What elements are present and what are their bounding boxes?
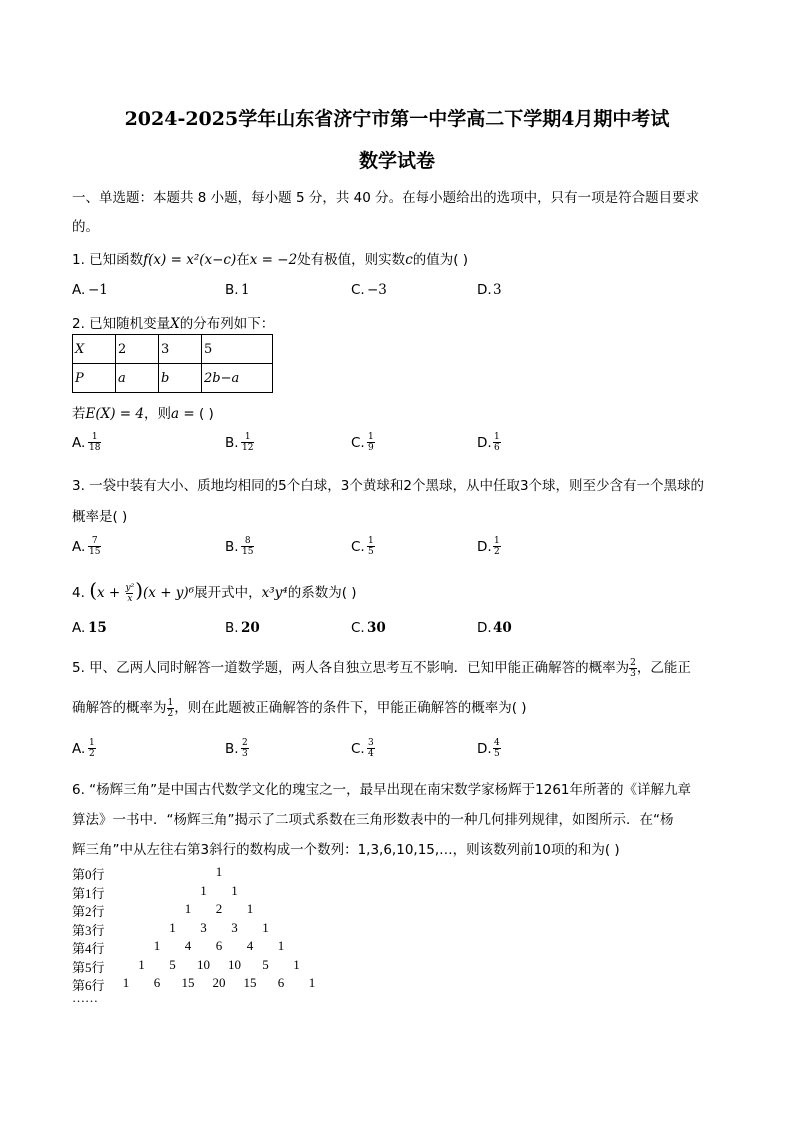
- option-label: C.: [351, 434, 365, 451]
- q1-text-a: 1. 已知函数: [72, 252, 144, 268]
- section-heading-line2: 的。: [72, 219, 99, 235]
- triangle-number: 1: [308, 975, 316, 990]
- option-label: B.: [225, 740, 239, 757]
- question-6-line2: 算法》一书中．“杨辉三角”揭示了二项式系数在三角形数表中的一种几何排列规律，如图所示．在“杨: [72, 812, 674, 828]
- option-label: C.: [351, 538, 365, 555]
- option-fraction: [493, 738, 501, 759]
- table-cell: 5: [202, 335, 273, 364]
- triangle-row-label: 第4行: [72, 941, 105, 956]
- triangle-number: 6: [215, 938, 223, 953]
- q5-fraction-1: [629, 658, 637, 679]
- q4-fraction: [125, 583, 136, 604]
- q4-term: x³y⁴: [261, 585, 288, 601]
- option-value: 30: [367, 620, 386, 636]
- exam-title: 2024-2025学年山东省济宁市第一中学高二下学期4月期中考试: [124, 108, 670, 130]
- q5-text-c: 确解答的概率为: [72, 700, 167, 716]
- triangle-number: 6: [153, 975, 161, 990]
- table-row: [73, 335, 273, 364]
- option-label: B.: [225, 282, 239, 298]
- option-label: A.: [72, 434, 86, 451]
- q5-option-c[interactable]: [351, 738, 375, 759]
- fraction-numerator: 3: [368, 738, 374, 748]
- fraction-numerator: 7: [91, 536, 98, 546]
- q1-c-var: c: [405, 252, 413, 268]
- option-label: C.: [351, 282, 365, 298]
- option-value: 1: [241, 282, 250, 298]
- fraction-denominator: x: [127, 593, 133, 604]
- fraction-numerator: 1: [91, 432, 98, 442]
- exam-subtitle: 数学试卷: [358, 150, 435, 172]
- q5-text-d: ，则在此题被正确解答的条件下，甲能正确解答的概率为( ): [174, 700, 527, 716]
- q4-text-a: 展开式中，: [194, 585, 262, 601]
- option-fraction: [493, 432, 501, 453]
- option-fraction: [241, 738, 249, 759]
- option-label: A.: [72, 740, 86, 757]
- fraction-numerator: 1: [368, 432, 374, 442]
- triangle-number: 1: [122, 975, 130, 990]
- triangle-number: 1: [200, 882, 207, 898]
- question-3-line2: 概率是( ): [72, 509, 128, 525]
- q2-option-d[interactable]: [477, 432, 501, 453]
- question-1-stem: [72, 248, 468, 268]
- fraction-numerator: 1: [167, 697, 174, 708]
- q1-x-value: x = −2: [249, 252, 298, 268]
- fraction-denominator: 5: [494, 749, 500, 759]
- table-cell: b: [159, 364, 202, 393]
- fraction-numerator: 4: [494, 738, 500, 748]
- option-label: D.: [477, 434, 492, 451]
- fraction-denominator: 15: [89, 547, 101, 557]
- option-value: 20: [241, 620, 260, 636]
- fraction-denominator: 9: [368, 443, 374, 453]
- option-label: B.: [225, 434, 239, 451]
- option-value: 3: [493, 282, 502, 298]
- option-label: D.: [477, 740, 492, 757]
- q4-expr-a: x +: [97, 585, 125, 601]
- q2-option-b[interactable]: [225, 432, 254, 453]
- fraction-denominator: 2: [89, 749, 95, 759]
- triangle-number: 4: [184, 938, 192, 953]
- option-label: D.: [477, 282, 492, 298]
- fraction-denominator: 12: [242, 443, 254, 453]
- q2-text-b: 的分布列如下：: [179, 316, 275, 332]
- q1-text-d: 的值为( ): [412, 252, 469, 268]
- option-value: −3: [367, 282, 387, 298]
- triangle-number: 3: [200, 919, 207, 935]
- option-fraction: [367, 432, 375, 453]
- question-2-stem: [72, 312, 274, 332]
- option-label: D.: [477, 538, 492, 555]
- q2-text-a: 2. 已知随机变量: [72, 316, 171, 332]
- question-6-line3: 辉三角”中从左往右第3斜行的数构成一个数列：1,3,6,10,15,…，则该数列前10项的和为( ): [72, 842, 620, 858]
- option-fraction: [241, 536, 254, 557]
- option-value: −1: [88, 282, 108, 298]
- triangle-number: 4: [246, 938, 254, 953]
- q4-option-b[interactable]: [225, 620, 260, 636]
- fraction-denominator: 3: [630, 668, 636, 679]
- q2-cond-expr: E(X) = 4: [85, 406, 144, 422]
- option-label: A.: [72, 282, 86, 298]
- q2-x-var: X: [170, 316, 180, 332]
- triangle-row-label: 第3行: [72, 922, 105, 938]
- fraction-denominator: 5: [368, 547, 374, 557]
- q4-expr-b: (x + y)⁶: [143, 585, 195, 601]
- q4-option-c[interactable]: [351, 620, 386, 636]
- question-3-line1: 3. 一袋中装有大小、质地均相同的5个白球，3个黄球和2个黑球，从中任取3个球，则至少含有一个黑球的: [72, 478, 705, 494]
- q3-option-c[interactable]: [351, 536, 375, 557]
- triangle-number: 5: [262, 956, 269, 972]
- triangle-number: 1: [153, 938, 161, 953]
- q1-option-d[interactable]: [477, 282, 502, 298]
- option-fraction: [88, 738, 96, 759]
- triangle-row-label: 第6行: [72, 978, 105, 993]
- distribution-table: [72, 334, 273, 393]
- fraction-numerator: 1: [494, 432, 500, 442]
- option-label: B.: [225, 538, 239, 555]
- triangle-number: 15: [243, 975, 257, 990]
- fraction-numerator: 1: [368, 536, 374, 546]
- q2-option-a[interactable]: [72, 432, 101, 453]
- q3-option-b[interactable]: [225, 536, 254, 557]
- q1-text-b: 在: [236, 252, 250, 268]
- q1-text-c: 处有极值，则实数: [297, 252, 406, 268]
- fraction-denominator: 2: [167, 708, 174, 719]
- q1-function: f(x) = x²(x−c): [143, 252, 237, 268]
- option-value: 15: [88, 620, 107, 636]
- triangle-number: 1: [215, 864, 223, 879]
- triangle-number: 5: [169, 956, 176, 972]
- question-2-condition: [72, 402, 214, 422]
- option-fraction: [367, 536, 375, 557]
- table-cell: P: [73, 364, 116, 393]
- fraction-denominator: 3: [242, 749, 248, 759]
- fraction-denominator: 2: [494, 547, 500, 557]
- q2-cond-text-a: 若: [72, 406, 86, 422]
- q3-option-a[interactable]: [72, 536, 101, 557]
- q1-option-c[interactable]: [351, 282, 387, 298]
- q2-cond-expr2: a =: [170, 406, 199, 422]
- q4-number: 4.: [72, 585, 85, 601]
- triangle-row-label: 第0行: [72, 867, 105, 882]
- q2-option-c[interactable]: [351, 432, 375, 453]
- triangle-number: 1: [277, 938, 285, 953]
- q5-option-a[interactable]: [72, 738, 96, 759]
- option-label: C.: [351, 620, 365, 636]
- q2-cond-text-c: ( ): [198, 406, 214, 422]
- table-cell: X: [73, 335, 116, 364]
- fraction-numerator: y²: [125, 582, 135, 593]
- table-cell: 2b−a: [202, 364, 273, 393]
- left-paren: (: [89, 578, 97, 602]
- fraction-numerator: 1: [244, 432, 251, 442]
- triangle-number: 15: [181, 975, 195, 990]
- option-label: D.: [477, 620, 492, 636]
- fraction-numerator: 1: [494, 536, 500, 546]
- fraction-numerator: 1: [89, 738, 95, 748]
- q5-text-b: ，乙能正: [636, 660, 691, 676]
- option-fraction: [88, 432, 101, 453]
- triangle-row-label: 第1行: [72, 885, 105, 901]
- q5-option-d[interactable]: [477, 738, 501, 759]
- option-label: C.: [351, 740, 365, 757]
- q3-option-d[interactable]: [477, 536, 501, 557]
- section-heading-line1: 一、单选题：本题共 8 小题，每小题 5 分，共 40 分。在每小题给出的选项中，只有一项是符合题目要求: [72, 190, 700, 206]
- triangle-number: 1: [262, 919, 269, 935]
- option-label: B.: [225, 620, 239, 636]
- table-cell: 3: [159, 335, 202, 364]
- triangle-number: 2: [215, 901, 223, 916]
- fraction-denominator: 4: [368, 749, 374, 759]
- fraction-numerator: 2: [630, 657, 636, 668]
- fraction-numerator: 8: [244, 536, 251, 546]
- triangle-number: 1: [184, 901, 192, 916]
- triangle-number: 6: [277, 975, 285, 990]
- triangle-number: 1: [138, 956, 145, 972]
- option-label: A.: [72, 620, 86, 636]
- triangle-number: 1: [231, 882, 238, 898]
- yanghui-triangle: [72, 864, 372, 1014]
- question-6-line1: 6. “杨辉三角”是中国古代数学文化的瑰宝之一，最早出现在南宋数学家杨辉于1261年所著的《详解九章: [72, 782, 692, 798]
- table-cell: a: [116, 364, 159, 393]
- option-fraction: [88, 536, 101, 557]
- q4-option-a[interactable]: [72, 620, 107, 636]
- q1-option-a[interactable]: [72, 282, 108, 298]
- triangle-number: 10: [197, 956, 210, 972]
- option-fraction: [241, 432, 254, 453]
- triangle-number: 1: [293, 956, 300, 972]
- q5-text-a: 5. 甲、乙两人同时解答一道数学题，两人各自独立思考互不影响．已知甲能正确解答的概率为: [72, 660, 630, 676]
- question-4-stem: [72, 578, 357, 604]
- fraction-denominator: 6: [494, 443, 500, 453]
- fraction-denominator: 18: [89, 443, 101, 453]
- option-label: A.: [72, 538, 86, 555]
- q1-option-b[interactable]: [225, 282, 250, 298]
- table-cell: 2: [116, 335, 159, 364]
- q4-option-d[interactable]: [477, 620, 512, 636]
- triangle-number: 20: [212, 975, 226, 990]
- fraction-numerator: 2: [242, 738, 248, 748]
- triangle-row-label: 第2行: [72, 904, 105, 919]
- option-value: 40: [493, 620, 512, 636]
- triangle-number: 1: [246, 901, 254, 916]
- right-paren: ): [135, 578, 144, 602]
- triangle-number: 1: [169, 919, 176, 935]
- question-5-line2: [72, 696, 527, 719]
- q5-option-b[interactable]: [225, 738, 249, 759]
- q2-cond-text-b: ，则: [143, 406, 171, 422]
- triangle-row-label: 第5行: [72, 959, 105, 975]
- table-row: [73, 364, 273, 393]
- question-5-line1: [72, 656, 691, 679]
- fraction-denominator: 15: [242, 547, 254, 557]
- triangle-number: 10: [228, 956, 241, 972]
- triangle-ellipsis: ……: [72, 989, 98, 1005]
- option-fraction: [367, 738, 375, 759]
- option-fraction: [493, 536, 501, 557]
- triangle-number: 3: [231, 919, 238, 935]
- q4-text-b: 的系数为( ): [287, 585, 357, 601]
